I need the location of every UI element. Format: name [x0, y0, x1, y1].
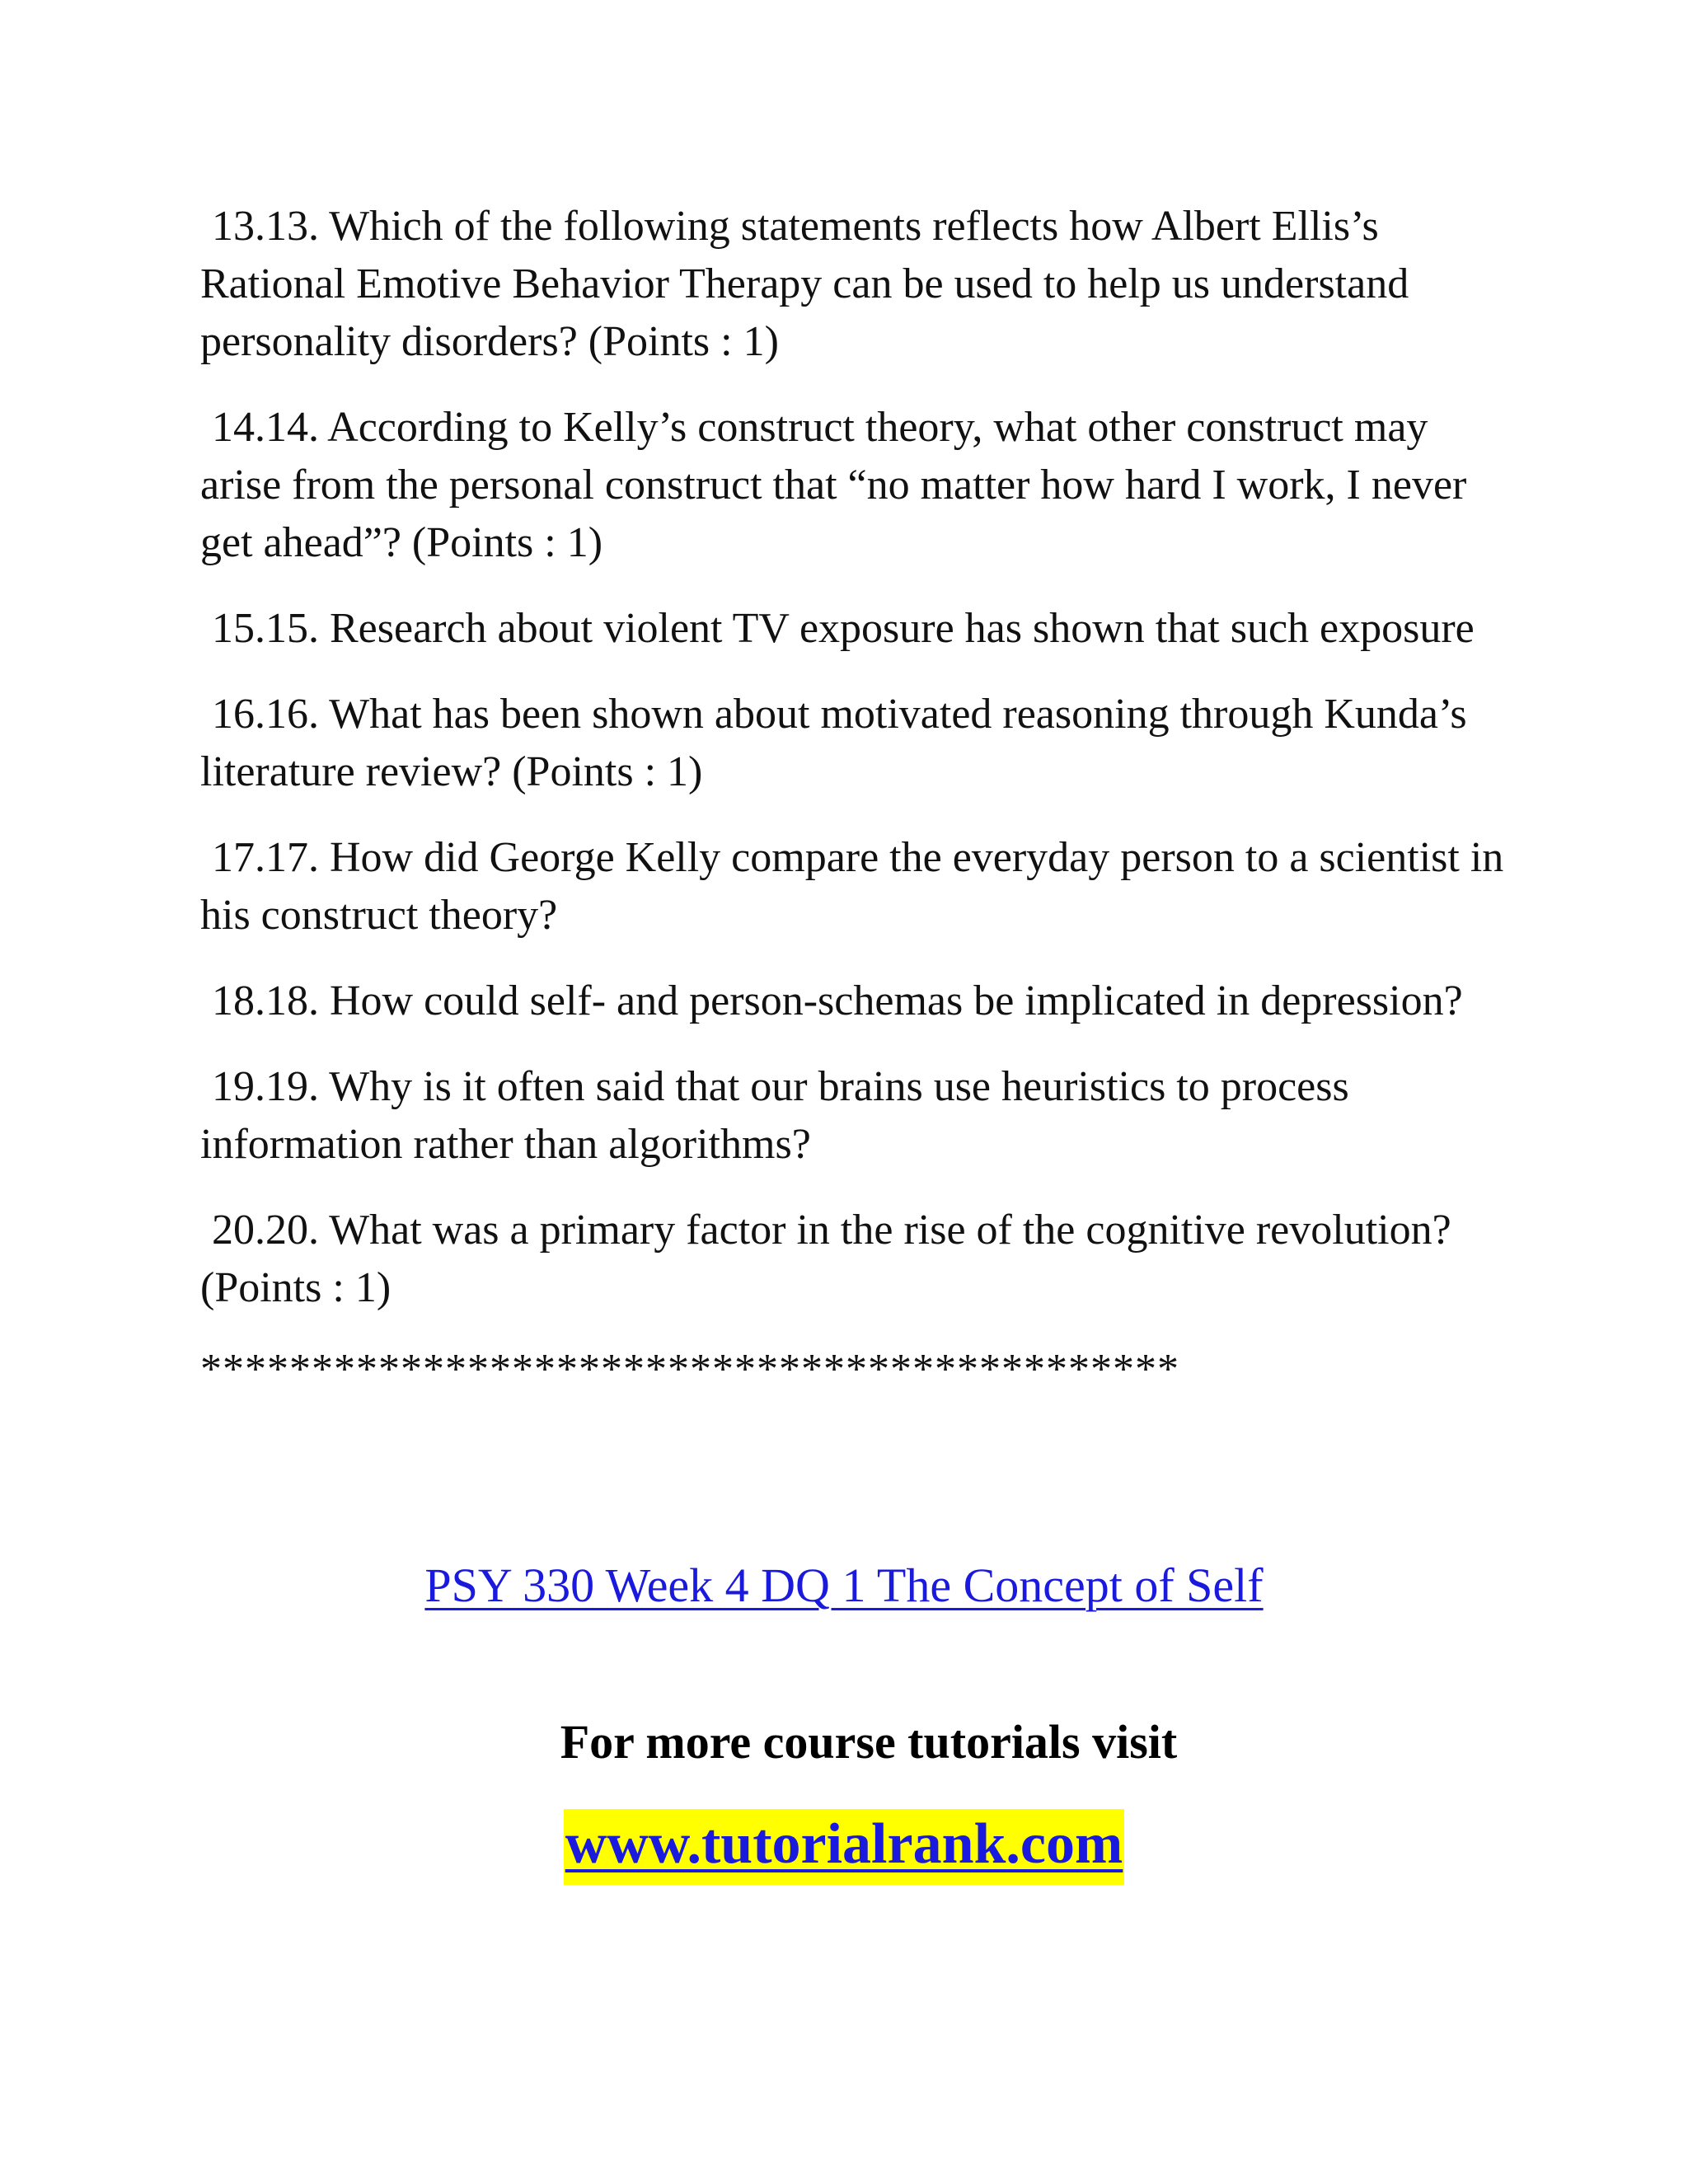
question-text: What has been shown about motivated reasoning through Kunda’s literature review? (Points : 1) — [200, 691, 1467, 795]
question-text: Which of the following statements reflects how Albert Ellis’s Rational Emotive Behavior Therapy can be used to help us understand personality disorders? (Points : 1) — [200, 203, 1409, 365]
site-link-row — [0, 1809, 1688, 1885]
question-15 — [200, 600, 1519, 658]
question-text: How could self- and person-schemas be implicated in depression? — [330, 977, 1463, 1024]
question-19 — [200, 1058, 1519, 1174]
question-13 — [200, 198, 1519, 371]
question-number: 17.17. — [212, 834, 319, 881]
question-number: 14.14. — [212, 404, 319, 451]
question-20 — [200, 1202, 1519, 1317]
question-number: 15.15. — [212, 605, 319, 652]
question-text: How did George Kelly compare the everyday person to a scientist in his construct theory? — [200, 834, 1504, 939]
question-18 — [200, 972, 1519, 1030]
promo-heading: For more course tutorials visit — [560, 1715, 1178, 1769]
question-text: What was a primary factor in the rise of the cognitive revolution? (Points : 1) — [200, 1207, 1451, 1311]
course-link[interactable]: PSY 330 Week 4 DQ 1 The Concept of Self — [424, 1558, 1264, 1612]
course-link-row — [0, 1558, 1688, 1613]
question-list — [200, 198, 1519, 1394]
question-text: Why is it often said that our brains use heuristics to process information rather than algorithms? — [200, 1063, 1349, 1168]
question-number: 19.19. — [212, 1063, 319, 1110]
question-number: 13.13. — [212, 203, 319, 250]
website-link[interactable]: www.tutorialrank.com — [564, 1809, 1125, 1885]
asterisk-divider: ******************************************** — [200, 1346, 1179, 1393]
question-number: 18.18. — [212, 977, 319, 1024]
question-number: 16.16. — [212, 691, 319, 738]
question-text: According to Kelly’s construct theory, what other construct may arise from the personal construct that “no matter how hard I work, I never get ahead”? (Points : 1) — [200, 404, 1467, 566]
question-number: 20.20. — [212, 1207, 319, 1254]
question-16 — [200, 686, 1519, 801]
question-14 — [200, 399, 1519, 572]
question-17 — [200, 829, 1519, 944]
question-text: Research about violent TV exposure has shown that such exposure — [330, 605, 1475, 652]
